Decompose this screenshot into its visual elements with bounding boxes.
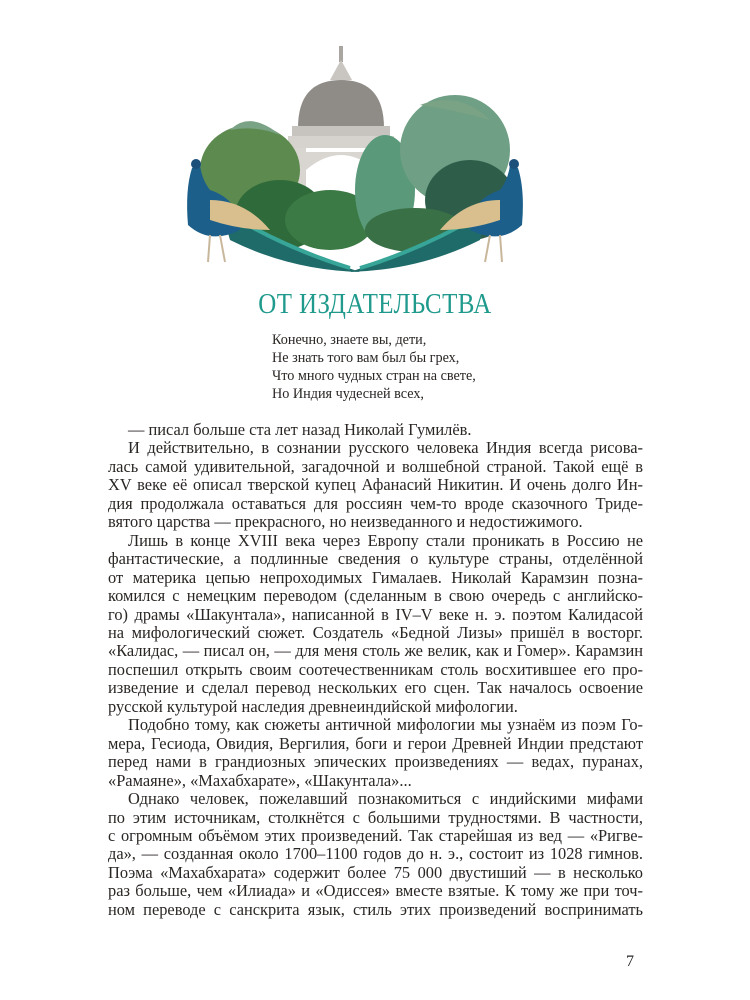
- text-line: мера, Гесиода, Овидия, Вергилия, боги и герои Древней Индии предстают: [108, 733, 643, 753]
- text-line: Однако человек, пожелавший познакомиться с индийскими мифами: [128, 789, 643, 809]
- text-line: по этим источникам, столкнётся с большими трудностями. В частности,: [108, 807, 643, 827]
- body-text: [108, 421, 643, 919]
- page-number: 7: [626, 953, 634, 970]
- text-line: с огромным объёмом этих произведений. Так старейшая из вед — «Ригве-: [108, 825, 643, 845]
- verse-line: Конечно, знаете вы, дети,: [272, 332, 427, 348]
- text-line: «Рамаяне», «Махабхарате», «Шакунтала»...: [108, 770, 412, 790]
- text-line: на мифологический сюжет. Создатель «Бедной Лизы» пришёл в восторг.: [108, 622, 643, 642]
- text-line: изведение и сделал перевод нескольких его сцен. Так началось освоение: [108, 678, 643, 698]
- text-line: фантастические, а подлинные сведения о культуре страны, отделённой: [108, 549, 643, 569]
- text-line: лась самой удивительной, загадочной и волшебной страной. Такой ещё в: [108, 456, 643, 476]
- text-line: вятого царства — прекрасного, но неизведанного и недостижимого.: [108, 512, 583, 532]
- text-line: перед нами в грандиозных эпических произведениях — ведах, пуранах,: [108, 752, 643, 772]
- verse-line: Что много чудных стран на свете,: [272, 368, 476, 384]
- text-line: Поэма «Махабхарата» содержит более 75 000 двустиший — в несколько: [108, 862, 643, 882]
- text-line: «Калидас, — писал он, — для меня столь же велик, как и Гомер». Карамзин: [108, 641, 643, 661]
- chapter-title: ОТ ИЗДАТЕЛЬСТВА: [258, 288, 492, 320]
- epigraph-verse: [272, 331, 476, 403]
- text-line: ном переводе с санскрита язык, стиль этих произведений воспринимать: [108, 899, 643, 919]
- text-line: го) драмы «Шакунтала», написанной в IV–V веке н. э. поэтом Калидасой: [108, 604, 643, 624]
- text-line: раз больше, чем «Илиада» и «Одиссея» вместе взятые. К тому же при точ-: [108, 881, 643, 901]
- peacocks-and-pavilion-illustration: [170, 40, 540, 290]
- text-line: XV веке её описал тверской купец Афанасий Никитин. И очень долго Ин-: [108, 475, 643, 495]
- text-line: — писал больше ста лет назад Николай Гумилёв.: [128, 420, 472, 439]
- text-line: дия продолжала оставаться для россиян чем-то вроде сказочного Триде-: [108, 493, 643, 513]
- text-line: да», — созданная около 1700–1100 годов до н. э., состоит из 1028 гимнов.: [108, 844, 643, 864]
- text-line: И действительно, в сознании русского человека Индия всегда рисова-: [128, 438, 643, 458]
- text-line: русской культурой наследия древнеиндийской мифологии.: [108, 696, 518, 716]
- text-line: Лишь в конце XVIII века через Европу стали проникать в Россию не: [128, 530, 643, 550]
- verse-line: Но Индия чудесней всех,: [272, 386, 424, 402]
- text-line: от материка цепью непроходимых Гималаев. Николай Карамзин позна-: [108, 567, 643, 587]
- text-line: комился с немецким переводом (сделанным в свою очередь с английско-: [108, 586, 643, 606]
- verse-line: Не знать того вам был бы грех,: [272, 350, 460, 366]
- text-line: поспешил открыть своим соотечественникам столь восхитившее его про-: [108, 659, 643, 679]
- text-line: Подобно тому, как сюжеты античной мифологии мы узнаём из поэм Го-: [128, 715, 643, 735]
